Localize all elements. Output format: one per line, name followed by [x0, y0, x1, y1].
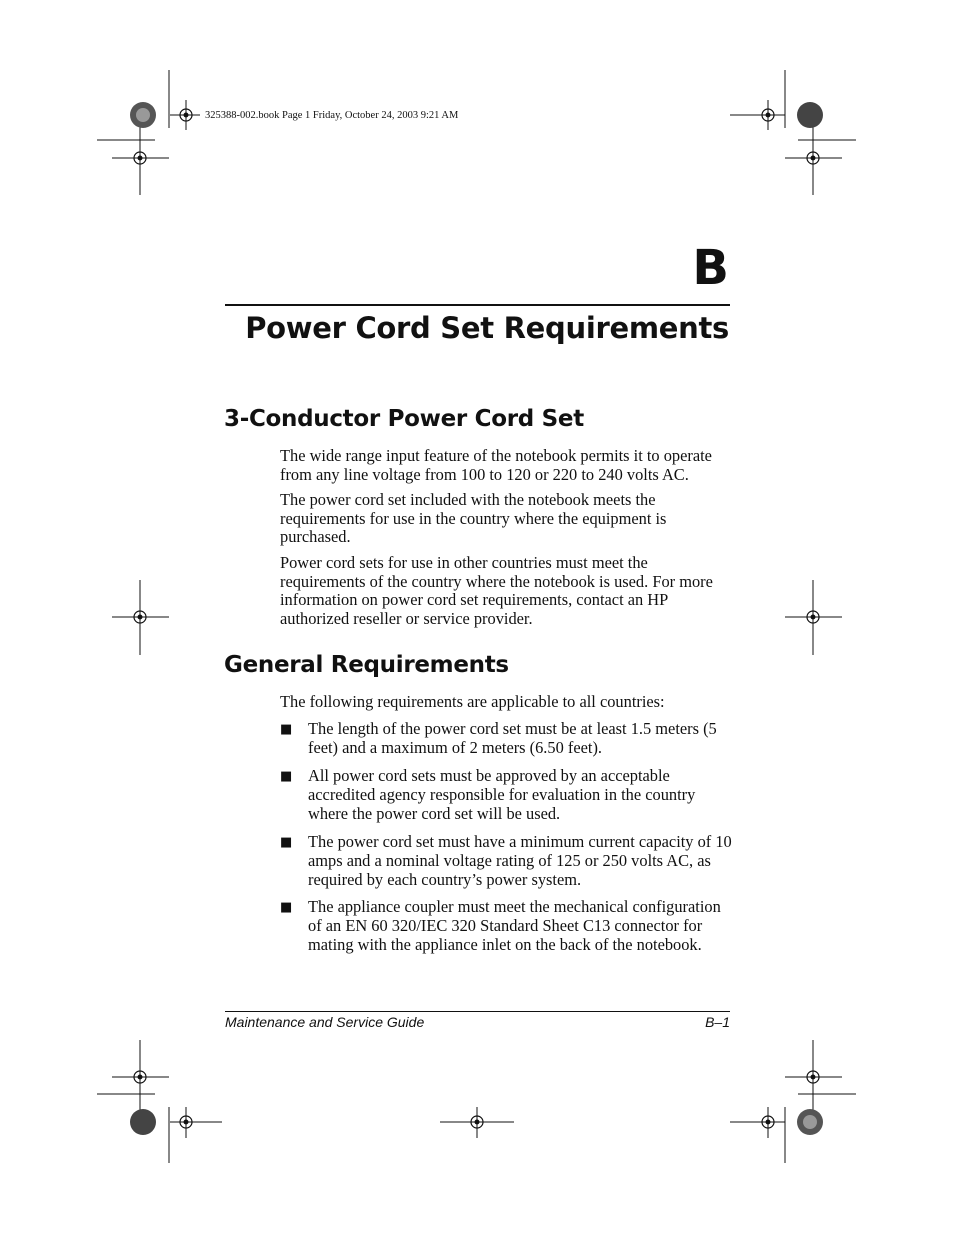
bullet-square-icon: ■ [280, 900, 293, 915]
chapter-title: Power Cord Set Requirements [245, 311, 729, 345]
footer-guide-title: Maintenance and Service Guide [225, 1014, 425, 1030]
section-2-intro: The following requirements are applicable to all countries: [280, 692, 665, 711]
bullet-square-icon: ■ [280, 769, 293, 784]
list-item-text: All power cord sets must be approved by an acceptable accredited agency responsible for evaluation in the country where the power cord set will be used. [308, 766, 696, 823]
chapter-letter: B [692, 240, 729, 296]
print-slug: 325388-002.book Page 1 Friday, October 24, 2003 9:21 AM [205, 110, 459, 121]
footer-page-number: B–1 [705, 1014, 730, 1030]
list-item-text: The appliance coupler must meet the mechanical configuration of an EN 60 320/IEC 320 Standard Sheet C13 connector for mating with the appliance inlet on the back of the notebook. [308, 897, 721, 954]
chapter-rule [225, 304, 730, 306]
bullet-square-icon: ■ [280, 835, 293, 850]
section-heading-general-requirements: General Requirements [224, 652, 509, 678]
section-1-paragraph: The power cord set included with the notebook meets the requirements for use in the country where the equipment is purchased. [280, 490, 667, 547]
section-1-paragraph: The wide range input feature of the notebook permits it to operate from any line voltage from 100 to 120 or 220 to 240 volts AC. [280, 446, 712, 484]
section-1-paragraph: Power cord sets for use in other countries must meet the requirements of the country where the notebook is used. For more information on power cord set requirements, contact an HP authorized reseller or service provider. [280, 553, 713, 628]
footer-rule [225, 1011, 730, 1012]
section-heading-3-conductor: 3-Conductor Power Cord Set [224, 406, 584, 432]
list-item-text: The power cord set must have a minimum current capacity of 10 amps and a nominal voltage rating of 125 or 250 volts AC, as required by each country’s power system. [308, 832, 732, 889]
bullet-square-icon: ■ [280, 722, 293, 737]
list-item-text: The length of the power cord set must be at least 1.5 meters (5 feet) and a maximum of 2 meters (6.50 feet). [308, 719, 717, 757]
